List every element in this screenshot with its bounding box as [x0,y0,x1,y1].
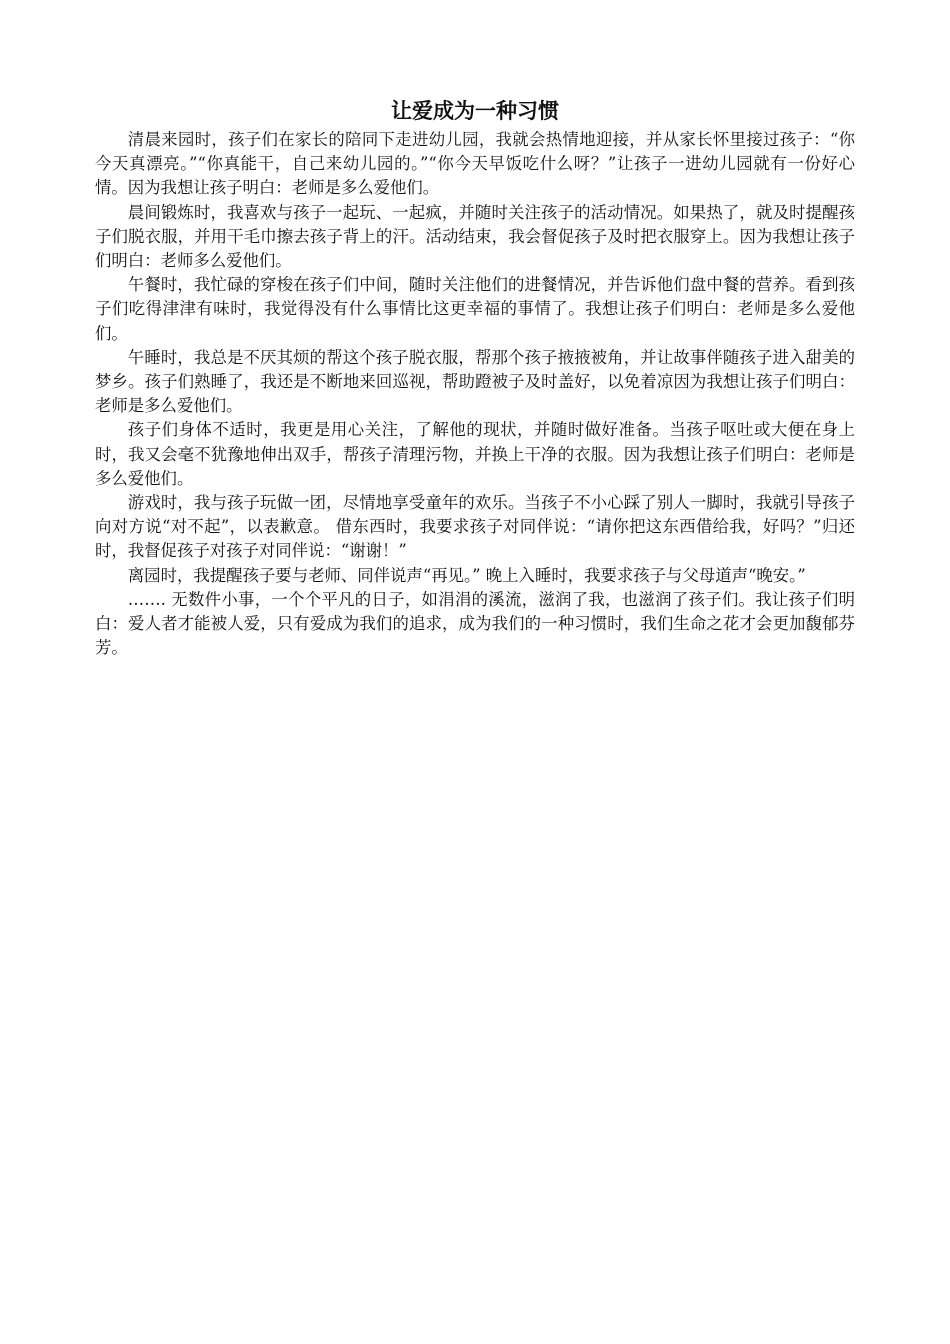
paragraph-games: 游戏时，我与孩子玩做一团，尽情地享受童年的欢乐。当孩子不小心踩了别人一脚时，我就引导孩子向对方说“对不起”，以表歉意。 借东西时，我要求孩子对同伴说：“请你把这东西借给我，好吗？”归还时，我督促孩子对孩子对同伴说：“谢谢！” [95,493,855,561]
paragraph-morning-arrival: 清晨来园时，孩子们在家长的陪同下走进幼儿园，我就会热情地迎接，并从家长怀里接过孩子：“你今天真漂亮。”“你真能干，自己来幼儿园的。”“你今天早饭吃什么呀？”让孩子一进幼儿园就有一份好心情。因为我想让孩子明白：老师是多么爱他们。 [95,130,855,198]
document-title: 让爱成为一种习惯 [391,98,559,123]
paragraph-nap: 午睡时，我总是不厌其烦的帮这个孩子脱衣服，帮那个孩子掖掖被角，并让故事伴随孩子进入甜美的梦乡。孩子们熟睡了，我还是不断地来回巡视，帮助蹬被子及时盖好，以免着凉因为我想让孩子们明白：老师是多么爱他们。 [95,347,855,416]
paragraph-departure: 离园时，我提醒孩子要与老师、同伴说声“再见。” 晚上入睡时，我要求孩子与父母道声“晚安。” [127,565,806,585]
document-body [95,96,855,660]
paragraph-illness: 孩子们身体不适时，我更是用心关注，了解他的现状，并随时做好准备。当孩子呕吐或大便在身上时，我又会毫不犹豫地伸出双手，帮孩子清理污物，并换上干净的衣服。因为我想让孩子们明白：老师是多么爱他们。 [95,420,855,488]
paragraph-lunch: 午餐时，我忙碌的穿梭在孩子们中间，随时关注他们的进餐情况，并告诉他们盘中餐的营养。看到孩子们吃得津津有味时，我觉得没有什么事情比这更幸福的事情了。我想让孩子们明白：老师是多么爱他们。 [95,275,855,343]
paragraph-conclusion: ……. 无数件小事，一个个平凡的日子，如涓涓的溪流，滋润了我，也滋润了孩子们。我让孩子们明白：爱人者才能被人爱，只有爱成为我们的追求，成为我们的一种习惯时，我们生命之花才会更加馥郁芬芳。 [95,589,855,658]
paragraph-morning-exercise: 晨间锻炼时，我喜欢与孩子一起玩、一起疯，并随时关注孩子的活动情况。如果热了，就及时提醒孩子们脱衣服，并用干毛巾擦去孩子背上的汗。活动结束，我会督促孩子及时把衣服穿上。因为我想让孩子们明白：老师多么爱他们。 [95,202,855,271]
